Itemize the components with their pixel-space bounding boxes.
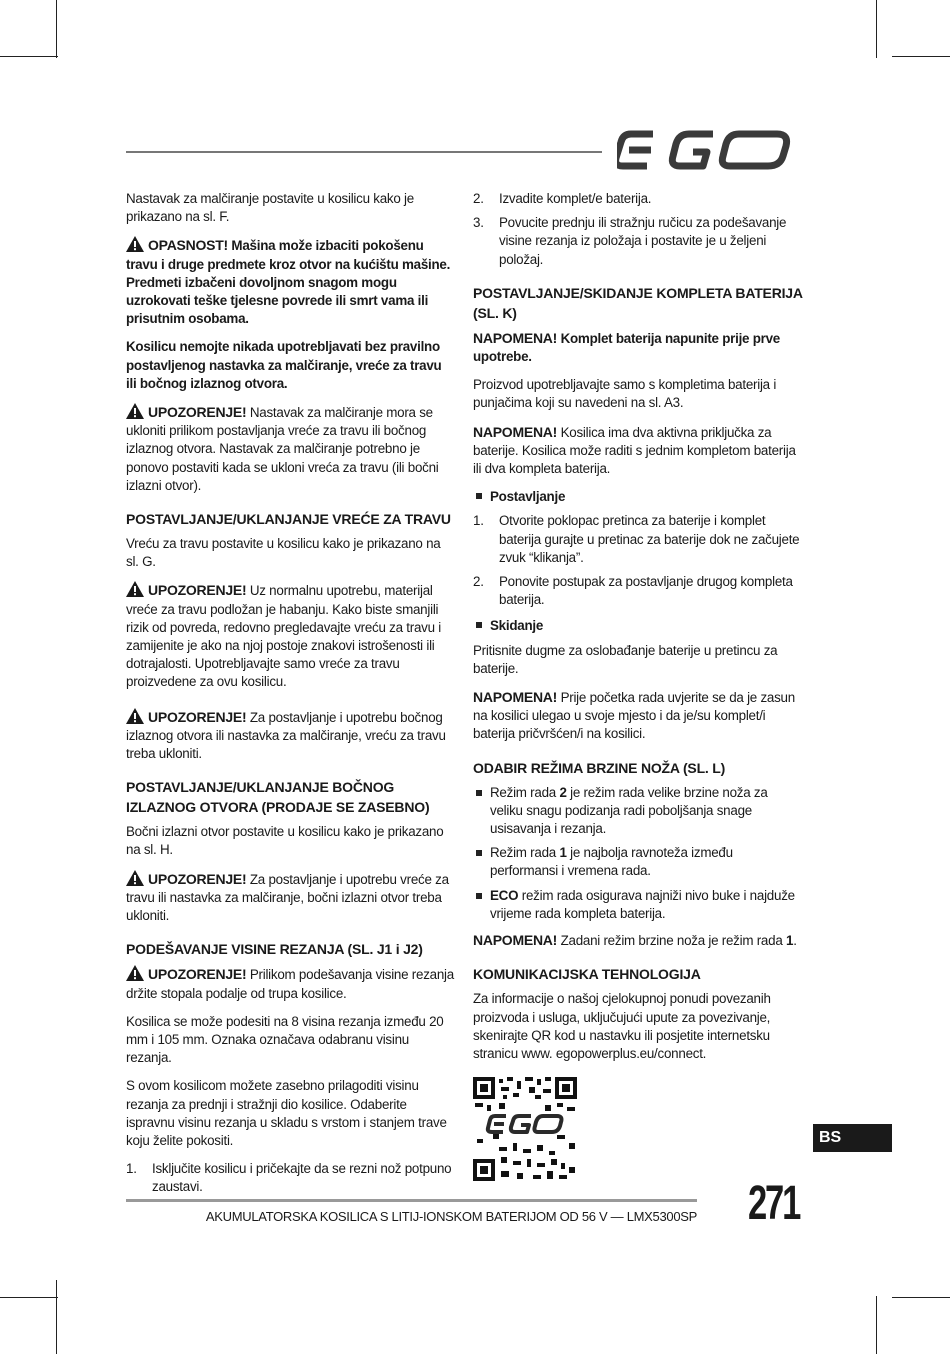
danger-keyword: OPASNOST! — [148, 237, 228, 254]
paragraph: Kosilica se može podesiti na 8 visina rezanja između 20 mm i 105 mm. Oznaka označava odabranu visinu rezanja. — [126, 1013, 444, 1066]
list-item: 2. Izvadite komplet/e baterija. — [473, 191, 652, 206]
language-tab: BS — [813, 1124, 892, 1152]
list-item: Režim rada 1 je najbolja ravnoteža između performansi i vremena rada. — [473, 844, 803, 880]
list-item: ECO režim rada osigurava najniži nivo buke i najduže vrijeme rada kompleta baterija. — [473, 887, 803, 923]
warning-triangle-icon — [126, 581, 144, 597]
numbered-list — [473, 512, 803, 609]
crop-mark — [892, 1297, 950, 1298]
left-column — [126, 190, 454, 1205]
danger-text: Mašina može izbaciti pokošenu travu i druge predmete kroz otvor na kućištu mašine. Predmeti izbačeni dovoljnom snagom mogu uzrokovati teške tjelesne povrede ili smrt vama ili prisutnim osobama. — [126, 238, 451, 327]
note: NAPOMENA! Prije početka rada uvjerite se da je zasun na kosilici ulegao u svoje mjesto i da je/su komplet/i baterija pričvršćen/i na kosilici. — [473, 689, 795, 742]
header-rule — [126, 151, 602, 153]
numbered-list — [126, 1160, 454, 1196]
section-heading: POSTAVLJANJE/UKLANJANJE VREĆE ZA TRAVU — [126, 511, 451, 528]
warning-keyword: UPOZORENJE! — [148, 404, 247, 421]
subheading-install: Postavljanje — [473, 488, 803, 506]
square-bullet-icon — [476, 493, 482, 499]
crop-mark — [0, 56, 58, 57]
square-bullet-icon — [476, 893, 482, 899]
crop-mark — [892, 56, 950, 57]
square-bullet-icon — [476, 850, 482, 856]
subheading-remove: Skidanje — [473, 617, 803, 635]
crop-mark — [876, 0, 877, 58]
list-item: 1. Isključite kosilicu i pričekajte da se rezni nož potpuno zaustavi. — [126, 1161, 452, 1195]
danger-warning — [126, 236, 454, 328]
warning-keyword: UPOZORENJE! — [148, 966, 247, 983]
square-bullet-icon — [476, 622, 482, 628]
section-heading: POSTAVLJANJE/UKLANJANJE BOČNOG IZLAZNOG OTVORA (PRODAJE SE ZASEBNO) — [126, 779, 430, 816]
bold-paragraph: Kosilicu nemojte nikada upotrebljavati bez pravilno postavljenog nastavka za malčiranje, vreće za travu ili bočnog izlaznog otvora. — [126, 339, 442, 391]
warning-text: Nastavak za malčiranje mora se ukloniti prilikom postavljanja vreće za travu ili bočnog izlaznog otvora. Nastavak za malčiranje potrebno je ponovo postaviti kada se ukloni vreća za travu (ili bočni izlazni otvor). — [126, 405, 439, 493]
paragraph: S ovom kosilicom možete zasebno prilagoditi visinu rezanja za prednji i stražnji dio kosilice. Odaberite ispravnu visinu rezanja u skladu s vrstom i stanjem trave koju želite pokositi. — [126, 1078, 447, 1148]
warning-keyword: UPOZORENJE! — [148, 708, 247, 725]
warning-triangle-icon — [126, 403, 144, 419]
warning-notice — [126, 581, 454, 691]
paragraph: Nastavak za malčiranje postavite u kosilicu kako je prikazano na sl. F. — [126, 191, 414, 225]
note: NAPOMENA! Kosilica ima dva aktivna priključka za baterije. Kosilica može raditi s jednim kompletom baterija ili dva kompleta baterija. — [473, 423, 796, 477]
warning-notice — [126, 708, 454, 764]
square-bullet-icon — [476, 790, 482, 796]
paragraph: Proizvod upotrebljavajte samo s kompletima baterija i punjačima koji su navedeni na sl. A3. — [473, 377, 777, 411]
warning-text: Za postavljanje i upotrebu bočnog izlaznog otvora ili nastavka za malčiranje, vreću za travu treba ukloniti. — [126, 709, 446, 762]
footer-text: AKUMULATORSKA KOSILICA S LITIJ-IONSKOM BATERIJOM OD 56 V — LMX5300SP — [205, 1209, 697, 1224]
list-item: 1. Otvorite poklopac pretinca za baterije i komplet baterija gurajte u pretinac za baterije dok ne začujete zvuk “klikanja”. — [473, 513, 800, 565]
section-heading: KOMUNIKACIJSKA TEHNOLOGIJA — [473, 966, 701, 983]
crop-mark — [0, 1297, 58, 1298]
paragraph: Vreću za travu postavite u kosilicu kako je prikazano na sl. G. — [126, 536, 441, 570]
paragraph: Za informacije o našoj cjelokupnoj ponudi povezanih proizvoda i usluga, uključujući upute za povezivanje, skenirajte QR kod u nastavku ili posjetite internetsku stranicu www. egopowerplus.eu/connect. — [473, 991, 771, 1061]
list-item: 2. Ponovite postupak za postavljanje drugog kompleta baterija. — [473, 574, 793, 608]
list-item: Režim rada 2 je režim rada velike brzine noža za veliku snagu podizanja radi poboljšanja snage usisavanja i rezanja. — [473, 784, 803, 839]
crop-mark — [56, 1280, 57, 1354]
right-column — [473, 190, 803, 1186]
bullet-list — [473, 784, 803, 923]
warning-notice — [126, 965, 454, 1002]
numbered-list — [473, 190, 803, 269]
note: NAPOMENA! Komplet baterija napunite prije prve upotrebe. — [473, 329, 780, 365]
warning-triangle-icon — [126, 236, 144, 252]
warning-keyword: UPOZORENJE! — [148, 870, 247, 887]
warning-triangle-icon — [126, 870, 144, 886]
footer-rule — [126, 1199, 697, 1202]
page-number: 271 — [748, 1177, 800, 1230]
warning-text: Za postavljanje i upotrebu vreće za travu ili nastavka za malčiranje, bočni izlazni otvor treba ukloniti. — [126, 871, 449, 924]
ego-logo — [617, 128, 799, 172]
warning-notice — [126, 403, 454, 495]
crop-mark — [56, 0, 57, 58]
section-heading: POSTAVLJANJE/SKIDANJE KOMPLETA BATERIJA (SL. K) — [473, 284, 803, 321]
warning-text: Uz normalnu upotrebu, materijal vreće za travu podložan je habanju. Kako biste smanjili rizik od povreda, redovno pregledavajte vreću za travu i zamijenite je ako na njoj postoje znakovi istrošenosti ili dotrajalosti. Upotrebljavajte samo vreće za travu proizvedene za ovu kosilicu. — [126, 583, 441, 690]
section-heading: PODEŠAVANJE VISINE REZANJA (SL. J1 i J2) — [126, 941, 423, 958]
warning-triangle-icon — [126, 965, 144, 981]
warning-triangle-icon — [126, 708, 144, 724]
warning-text: Prilikom podešavanja visine rezanja držite stopala podalje od trupa kosilice. — [126, 967, 454, 1001]
section-heading: ODABIR REŽIMA BRZINE NOŽA (SL. L) — [473, 759, 726, 776]
warning-notice — [126, 870, 454, 926]
list-item: 3. Povucite prednju ili stražnju ručicu za podešavanje visine rezanja iz položaja i postavite je u željeni položaj. — [473, 215, 787, 267]
note: NAPOMENA! Zadani režim brzine noža je režim rada 1. — [473, 932, 797, 949]
crop-mark — [876, 1296, 877, 1354]
paragraph: Bočni izlazni otvor postavite u kosilicu kako je prikazano na sl. H. — [126, 824, 444, 858]
qr-code-image[interactable] — [473, 1077, 577, 1181]
warning-keyword: UPOZORENJE! — [148, 582, 247, 599]
paragraph: Pritisnite dugme za oslobađanje baterije u pretincu za baterije. — [473, 642, 778, 676]
